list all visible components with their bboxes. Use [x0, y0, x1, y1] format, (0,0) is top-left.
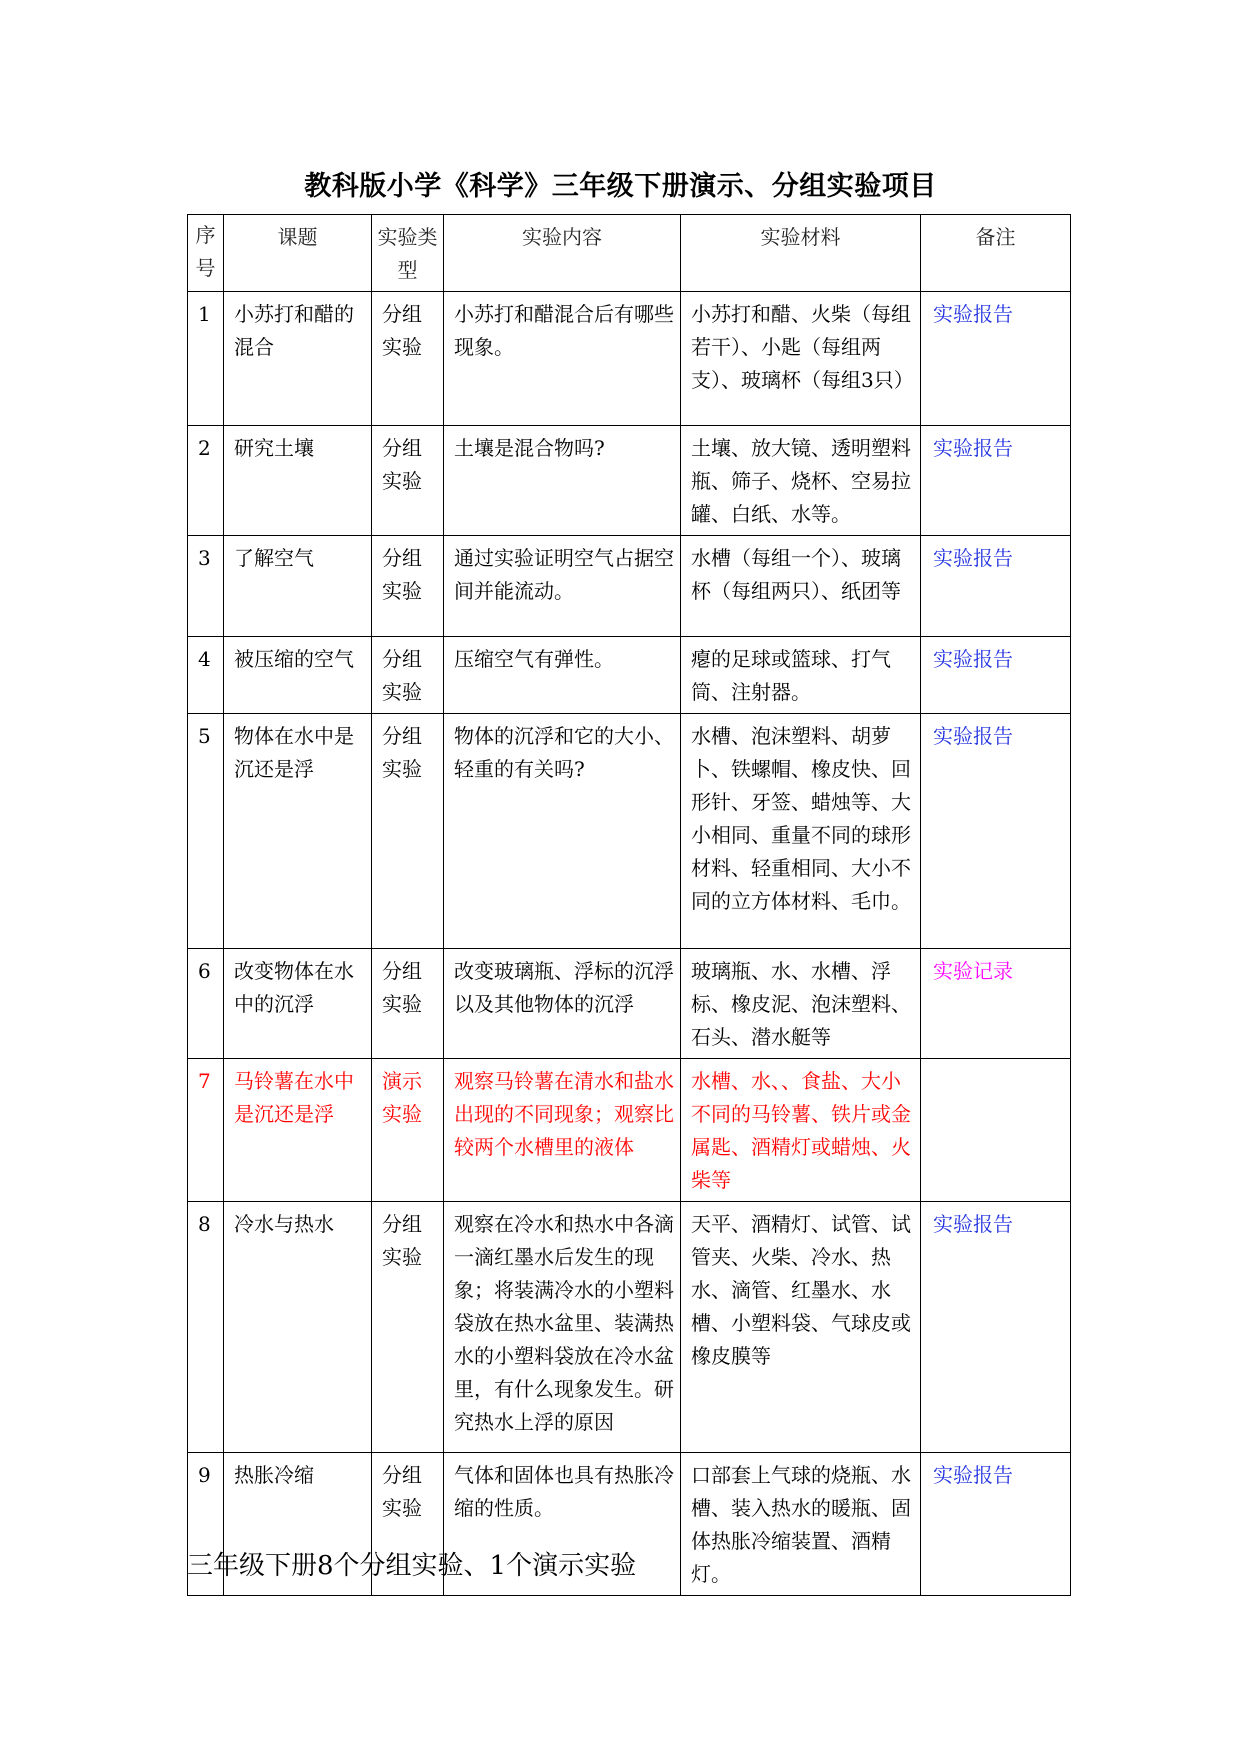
- row-materials: 水槽、水、、食盐、大小不同的马铃薯、铁片或金属匙、酒精灯或蜡烛、火柴等: [681, 1059, 921, 1202]
- report-link[interactable]: 实验报告: [933, 436, 1013, 460]
- header-topic: 课题: [224, 215, 372, 292]
- row-materials: 口部套上气球的烧瓶、水槽、装入热水的暖瓶、固体热胀冷缩装置、酒精灯。: [681, 1453, 921, 1596]
- report-link[interactable]: 实验报告: [933, 302, 1013, 326]
- table-row-demo: [188, 1059, 1071, 1202]
- summary-text: 三年级下册8个分组实验、1个演示实验: [187, 1551, 637, 1581]
- table-header-row: [188, 215, 1071, 292]
- row-number: 8: [188, 1202, 224, 1453]
- row-type: 分组实验: [372, 536, 444, 637]
- row-number: 3: [188, 536, 224, 637]
- header-type: 实验类型: [372, 215, 444, 292]
- report-link[interactable]: 实验报告: [933, 647, 1013, 671]
- row-content: 改变玻璃瓶、浮标的沉浮以及其他物体的沉浮: [444, 949, 681, 1059]
- row-content: 压缩空气有弹性。: [444, 637, 681, 714]
- row-topic: 物体在水中是沉还是浮: [224, 714, 372, 949]
- table-row: [188, 536, 1071, 637]
- report-link[interactable]: 实验报告: [933, 1212, 1013, 1236]
- row-content: 气体和固体也具有热胀冷缩的性质。: [444, 1453, 681, 1596]
- row-number: 7: [188, 1059, 224, 1202]
- row-type: 演示实验: [372, 1059, 444, 1202]
- row-materials: 小苏打和醋、火柴（每组若干）、小匙（每组两支）、玻璃杯（每组3只）: [681, 292, 921, 426]
- table-row: [188, 637, 1071, 714]
- row-note-empty: [921, 1059, 1071, 1202]
- report-link[interactable]: 实验报告: [933, 1463, 1013, 1487]
- row-materials: 土壤、放大镜、透明塑料瓶、筛子、烧杯、空易拉罐、白纸、水等。: [681, 426, 921, 536]
- row-type: 分组实验: [372, 714, 444, 949]
- table-row: [188, 426, 1071, 536]
- row-materials: 瘪的足球或篮球、打气筒、注射器。: [681, 637, 921, 714]
- row-topic: 马铃薯在水中是沉还是浮: [224, 1059, 372, 1202]
- row-content: 通过实验证明空气占据空间并能流动。: [444, 536, 681, 637]
- row-type: 分组实验: [372, 1453, 444, 1596]
- row-topic: 冷水与热水: [224, 1202, 372, 1453]
- table-row: [188, 714, 1071, 949]
- row-content: 观察在冷水和热水中各滴一滴红墨水后发生的现象；将装满冷水的小塑料袋放在热水盆里、装满热水的小塑料袋放在冷水盆里，有什么现象发生。研究热水上浮的原因: [444, 1202, 681, 1453]
- report-link[interactable]: 实验报告: [933, 724, 1013, 748]
- row-materials: 玻璃瓶、水、水槽、浮标、橡皮泥、泡沫塑料、石头、潜水艇等: [681, 949, 921, 1059]
- row-type: 分组实验: [372, 637, 444, 714]
- row-content: 观察马铃薯在清水和盐水出现的不同现象；观察比较两个水槽里的液体: [444, 1059, 681, 1202]
- row-type: 分组实验: [372, 949, 444, 1059]
- row-type: 分组实验: [372, 292, 444, 426]
- report-link[interactable]: 实验报告: [933, 546, 1013, 570]
- row-topic: 了解空气: [224, 536, 372, 637]
- row-materials: 水槽、泡沫塑料、胡萝卜、铁螺帽、橡皮快、回形针、牙签、蜡烛等、大小相同、重量不同的球形材料、轻重相同、大小不同的立方体材料、毛巾。: [681, 714, 921, 949]
- row-type: 分组实验: [372, 426, 444, 536]
- row-materials: 天平、酒精灯、试管、试管夹、火柴、冷水、热水、滴管、红墨水、水槽、小塑料袋、气球皮或橡皮膜等: [681, 1202, 921, 1453]
- row-topic: 改变物体在水中的沉浮: [224, 949, 372, 1059]
- row-materials: 水槽（每组一个）、玻璃杯（每组两只）、纸团等: [681, 536, 921, 637]
- table-row: [188, 1202, 1071, 1453]
- row-type: 分组实验: [372, 1202, 444, 1453]
- row-number: 4: [188, 637, 224, 714]
- page-title: 教科版小学《科学》三年级下册演示、分组实验项目: [304, 171, 937, 202]
- table-row: [188, 292, 1071, 426]
- row-number: 6: [188, 949, 224, 1059]
- row-content: 小苏打和醋混合后有哪些现象。: [444, 292, 681, 426]
- row-topic: 研究土壤: [224, 426, 372, 536]
- header-materials: 实验材料: [681, 215, 921, 292]
- header-no: 序号: [188, 215, 224, 292]
- row-content: 物体的沉浮和它的大小、轻重的有关吗?: [444, 714, 681, 949]
- row-topic: 热胀冷缩: [224, 1453, 372, 1596]
- table-row: [188, 949, 1071, 1059]
- header-note: 备注: [921, 215, 1071, 292]
- row-topic: 小苏打和醋的混合: [224, 292, 372, 426]
- record-link[interactable]: 实验记录: [933, 959, 1013, 983]
- row-number: 9: [188, 1453, 224, 1596]
- row-topic: 被压缩的空气: [224, 637, 372, 714]
- row-number: 1: [188, 292, 224, 426]
- row-number: 5: [188, 714, 224, 949]
- experiment-table: [187, 214, 1071, 1596]
- header-content: 实验内容: [444, 215, 681, 292]
- row-number: 2: [188, 426, 224, 536]
- row-content: 土壤是混合物吗?: [444, 426, 681, 536]
